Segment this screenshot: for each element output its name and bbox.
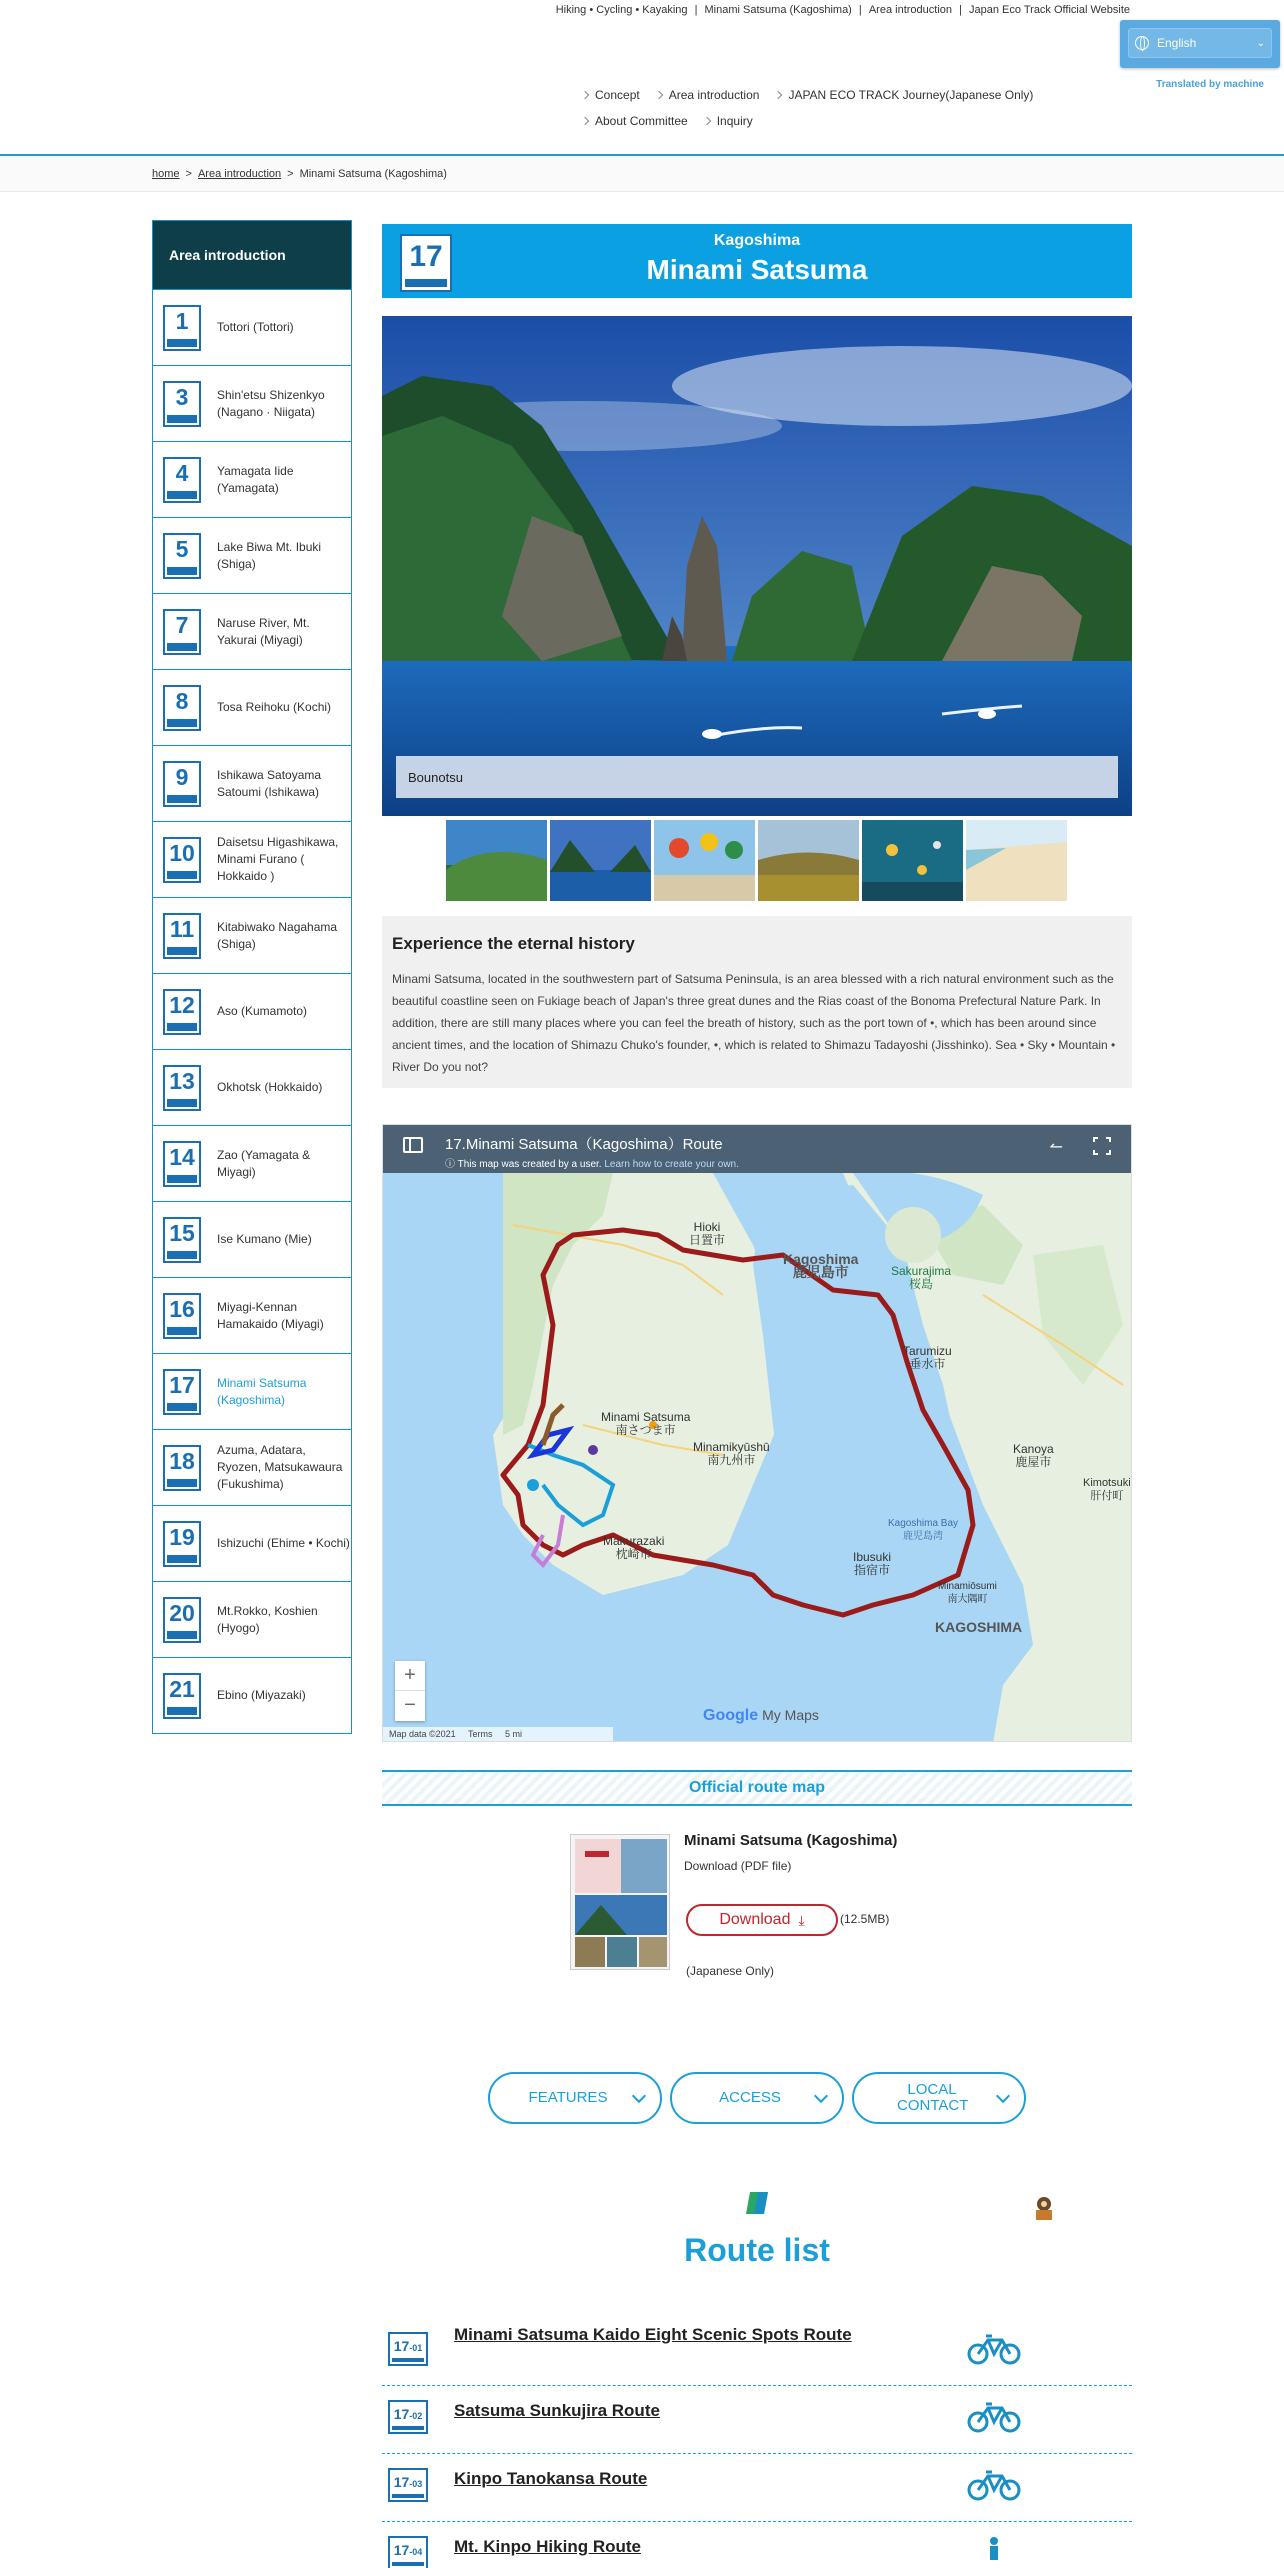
sidebar-item-15[interactable] (153, 1201, 351, 1277)
area-badge-number: 11 (169, 915, 195, 942)
download-button-label: Download (719, 1911, 791, 1928)
file-size: (12.5MB) (840, 1912, 890, 1926)
nav-concept[interactable]: Concept (582, 88, 640, 102)
sidebar-item-label: Minami Satsuma (Kagoshima) (217, 1375, 307, 1407)
label-kagoshima: Kagoshima 鹿児島市 (783, 1251, 859, 1280)
local-contact-button[interactable] (852, 2072, 1026, 2124)
area-badge-number: 8 (175, 687, 189, 714)
hero-caption: Bounotsu (396, 756, 1118, 798)
label-kagoshima-bay: Kagoshima Bay 鹿児島湾 (888, 1518, 959, 1542)
map-terms-link[interactable]: Terms (468, 1729, 493, 1739)
route-row (382, 2522, 1132, 2568)
features-label: FEATURES (528, 2089, 608, 2106)
route-number-badge (388, 2332, 428, 2366)
sidebar-item-5[interactable] (153, 517, 351, 593)
area-badge-number: 1 (175, 307, 189, 334)
sidebar-item-17[interactable] (153, 1353, 351, 1429)
pdf-title: Minami Satsuma (Kagoshima) (684, 1832, 898, 1849)
area-badge-number: 19 (169, 1523, 195, 1550)
pdf-download-text: Download (PDF file) (684, 1859, 792, 1873)
area-badge-number: 18 (169, 1447, 195, 1474)
topline-sep: | (694, 4, 698, 16)
sidebar-item-16[interactable] (153, 1277, 351, 1353)
my-maps-text: My Maps (762, 1707, 819, 1723)
area-badge-number: 16 (169, 1295, 195, 1322)
sidebar-item-label: Aso (Kumamoto) (217, 1004, 308, 1018)
chevron-down-icon (996, 2089, 1010, 2103)
sidebar-item-8[interactable] (153, 669, 351, 745)
language-select[interactable] (1128, 28, 1272, 58)
sidebar-item-label: Ise Kumano (Mie) (217, 1232, 312, 1246)
sidebar-item-12[interactable] (153, 973, 351, 1049)
area-badge-number: 7 (175, 611, 189, 638)
sidebar-item-11[interactable] (153, 897, 351, 973)
route-num: 17 (393, 2474, 410, 2490)
sidebar-item-1[interactable] (153, 289, 351, 365)
route-sub: -03 (409, 2479, 423, 2489)
route-num: 17 (393, 2542, 410, 2558)
route-number-badge (388, 2400, 428, 2434)
hiker-icon (966, 2536, 1022, 2568)
bicycle-icon (966, 2400, 1022, 2434)
area-badge (163, 457, 201, 503)
label-minamikyushu: Minamikyūshū 南九州市 (693, 1440, 770, 1467)
breadcrumb-home[interactable]: home (152, 168, 180, 180)
area-badge (163, 305, 201, 351)
route-list-title: Route list (684, 2232, 830, 2268)
main-nav (582, 88, 1033, 140)
info-icon: ⓘ (445, 1159, 458, 1170)
access-button[interactable] (670, 2072, 844, 2124)
bicycle-icon (966, 2468, 1022, 2502)
map-attribution (383, 1727, 613, 1741)
sidebar-item-label: Ishizuchi (Ehime • Kochi) (217, 1536, 350, 1550)
sidebar-item-14[interactable] (153, 1125, 351, 1201)
route-link[interactable]: Kinpo Tanokansa Route (454, 2469, 648, 2488)
thumbnail-1[interactable] (446, 820, 547, 901)
label-ibusuki: Ibusuki 指宿市 (853, 1550, 892, 1577)
breadcrumb-sep: > (287, 168, 294, 180)
sidebar-item-label: Shin'etsu Shizenkyo (Nagano · Niigata) (217, 387, 325, 419)
sidebar-item-label: Kitabiwako Nagahama (Shiga) (217, 919, 338, 951)
label-sakurajima: Sakurajima 桜島 (891, 1264, 952, 1291)
route-num: 17 (393, 2338, 410, 2354)
google-logo (703, 1707, 819, 1725)
route-link[interactable]: Minami Satsuma Kaido Eight Scenic Spots Route (454, 2325, 852, 2344)
route-row (382, 2454, 1132, 2522)
sidebar-item-label: Okhotsk (Hokkaido) (217, 1080, 323, 1094)
area-badge (163, 381, 201, 427)
area-badge-number: 20 (169, 1599, 195, 1626)
hero-photo (382, 316, 1132, 816)
area-badge-number: 9 (175, 763, 189, 790)
breadcrumb-sep: > (185, 168, 192, 180)
google-logo-text: Google (703, 1707, 759, 1724)
fullscreen-icon[interactable] (1093, 1137, 1111, 1155)
area-badge (163, 1445, 201, 1491)
area-badge (163, 685, 201, 731)
route-sub: -04 (409, 2547, 423, 2557)
area-badge-number: 3 (175, 383, 189, 410)
sidebar-item-21[interactable] (153, 1657, 351, 1733)
pdf-cover-art (571, 1835, 670, 1970)
japanese-only-note: (Japanese Only) (686, 1964, 775, 1978)
area-description (382, 916, 1132, 1088)
route-row (382, 2316, 1132, 2386)
route-sub: -02 (409, 2411, 423, 2421)
area-badge-number: 10 (169, 839, 195, 866)
nav-area-introduction[interactable]: Area introduction (656, 88, 760, 102)
map-title: 17.Minami Satsuma（Kagoshima）Route (445, 1136, 723, 1153)
breadcrumb (152, 168, 447, 180)
sidebar-item-20[interactable] (153, 1581, 351, 1657)
sidebar-item-label: Mt.Rokko, Koshien (Hyogo) (217, 1603, 318, 1635)
breadcrumb-bar (0, 156, 1284, 192)
area-badge (163, 1293, 201, 1339)
features-button[interactable] (488, 2072, 662, 2124)
thumbnail-4[interactable] (758, 820, 859, 901)
area-title-banner (382, 224, 1132, 298)
description-text: Minami Satsuma, located in the southwestern part of Satsuma Peninsula, is an area blessed with a rich natural environment such as the beautiful coastline seen on Fukiage beach of Japan's three great dunes and the Rias coast of the Bonoma Prefectural Nature Park. In addition, there are still many places where you can feel the breath of history, such as the port town of •, which has been around since ancient times, and the location of Shimazu Chuko's founder, •, which is related to Shimazu Tadayoshi (Jisshinko). Sea • Sky • Mountain • River Do you not? (392, 972, 1116, 1074)
label-minamiosumi: Minamiōsumi 南大隅町 (938, 1581, 997, 1605)
pdf-cover-image[interactable] (570, 1834, 670, 1970)
route-link[interactable]: Satsuma Sunkujira Route (454, 2401, 660, 2420)
mascot-icon (1026, 2194, 1062, 2224)
label-hioki: Hioki 日置市 (689, 1220, 726, 1247)
official-route-map-heading: Official route map (382, 1770, 1132, 1806)
sidebar-item-label: Zao (Yamagata & Miyagi) (217, 1147, 311, 1179)
breadcrumb-area[interactable]: Area introduction (197, 168, 282, 180)
share-icon[interactable]: ↼ (1049, 1139, 1063, 1156)
thumbnail-3[interactable] (654, 820, 755, 901)
area-badge-number: 14 (169, 1143, 195, 1170)
area-sidebar (152, 220, 352, 1734)
prefecture-name: Kagoshima (713, 232, 801, 249)
thumbnail-6[interactable] (966, 820, 1067, 901)
label-minami-satsuma: Minami Satsuma 南さつま市 (601, 1410, 691, 1437)
sidebar-item-18[interactable] (153, 1429, 351, 1505)
map-zoom-controls (395, 1661, 425, 1721)
sidebar-item-label: Daisetsu Higashikawa, Minami Furano ( Hokkaido ) (217, 835, 339, 883)
topline-link-area-intro[interactable]: Area introduction (868, 4, 953, 16)
green-flag-icon (744, 2190, 770, 2216)
topline-link-area-name[interactable]: Minami Satsuma (Kagoshima) (704, 4, 852, 16)
globe-icon (1135, 36, 1149, 50)
route-number-badge (388, 2536, 428, 2568)
map-notice-text: This map was created by a user. (457, 1159, 602, 1170)
nav-inquiry[interactable]: Inquiry (704, 114, 753, 128)
area-badge-number: 17 (169, 1371, 195, 1398)
route-sub: -01 (409, 2343, 423, 2353)
topline-sep: | (959, 4, 962, 16)
sidebar-item-label: Azuma, Adatara, Ryozen, Matsukawaura (Fukushima) (217, 1443, 343, 1491)
area-badge (163, 1521, 201, 1567)
topline-sep: | (858, 4, 862, 16)
area-badge (163, 1369, 201, 1415)
download-button[interactable] (686, 1904, 838, 1936)
map-scale: 5 mi (505, 1729, 523, 1739)
sidebar-item-9[interactable] (153, 745, 351, 821)
label-makurazaki: Makurazaki 枕崎市 (603, 1534, 665, 1561)
area-badge (163, 989, 201, 1035)
sidebar-item-label: Yamagata Iide (Yamagata) (217, 463, 294, 495)
area-number: 17 (409, 240, 443, 273)
top-links (554, 4, 1132, 16)
route-row (382, 2386, 1132, 2454)
area-badge (163, 837, 201, 883)
label-kanoya: Kanoya 鹿屋市 (1013, 1442, 1054, 1469)
chevron-down-icon (814, 2089, 828, 2103)
sidebar-item-label: Miyagi-Kennan Hamakaido (Miyagi) (217, 1299, 324, 1331)
map-learn-link[interactable]: Learn how to create your own. (604, 1159, 739, 1170)
language-selector-box (1120, 20, 1280, 68)
sidebar-item-13[interactable] (153, 1049, 351, 1125)
description-title: Experience the eternal history (392, 934, 635, 953)
sidebar-item-7[interactable] (153, 593, 351, 669)
sidebar-item-4[interactable] (153, 441, 351, 517)
area-badge (163, 1141, 201, 1187)
thumbnail-2[interactable] (550, 820, 651, 901)
breadcrumb-current: Minami Satsuma (Kagoshima) (299, 168, 447, 180)
topline-tagline: Hiking • Cycling • Kayaking (555, 4, 688, 16)
map-data-credit: Map data ©2021 (389, 1729, 456, 1739)
route-map[interactable] (382, 1124, 1132, 1742)
route-number-badge (388, 2468, 428, 2502)
area-badge (163, 533, 201, 579)
sidebar-item-10[interactable] (153, 821, 351, 897)
translated-by-machine[interactable]: Translated by machine (1156, 79, 1264, 90)
area-badge-number: 15 (169, 1219, 195, 1246)
pdf-info (684, 1832, 984, 1873)
sidebar-item-label: Naruse River, Mt. Yakurai (Miyagi) (217, 615, 310, 647)
sidebar-title: Area introduction (153, 221, 351, 289)
label-kimotsuki: Kimotsuki 肝付町 (1083, 1477, 1131, 1502)
area-badge-number: 12 (169, 991, 195, 1018)
area-badge (163, 1065, 201, 1111)
area-badge-number: 5 (175, 535, 189, 562)
route-num: 17 (393, 2406, 410, 2422)
area-badge-number: 4 (175, 459, 189, 486)
label-tarumizu: Tarumizu 垂水市 (903, 1344, 952, 1371)
sidebar-item-label: Lake Biwa Mt. Ibuki (Shiga) (217, 539, 322, 571)
map-header-bar (383, 1125, 1132, 1173)
map-place-labels (383, 1125, 1132, 1742)
area-badge (163, 1597, 201, 1643)
sidebar-item-label: Ishikawa Satoyama Satoumi (Ishikawa) (217, 767, 322, 799)
sidebar-item-19[interactable] (153, 1505, 351, 1581)
thumbnail-5[interactable] (862, 820, 963, 901)
sidebar-item-3[interactable] (153, 365, 351, 441)
download-icon: ⤓ (798, 1911, 805, 1928)
area-badge (163, 913, 201, 959)
area-badge (163, 761, 201, 807)
coastline-photo (382, 316, 1132, 816)
language-value: English (1157, 36, 1197, 50)
sidebar-item-label: Tottori (Tottori) (217, 320, 294, 334)
nav-about-committee[interactable]: About Committee (582, 114, 688, 128)
map-legend-toggle-icon[interactable] (403, 1137, 423, 1153)
zoom-out-button[interactable]: − (404, 1694, 416, 1716)
sidebar-item-label: Tosa Reihoku (Kochi) (217, 700, 332, 714)
chevron-down-icon: ⌄ (1256, 37, 1265, 49)
map-notice (445, 1155, 739, 1170)
topline-link-official-site[interactable]: Japan Eco Track Official Website (969, 4, 1130, 16)
photo-thumbnails (446, 820, 1067, 901)
area-badge (163, 1217, 201, 1263)
local-contact-label: LOCAL CONTACT (897, 2081, 969, 2114)
access-label: ACCESS (719, 2089, 781, 2106)
area-badge-number: 21 (169, 1675, 195, 1702)
area-badge (163, 1673, 201, 1719)
bicycle-icon (966, 2332, 1022, 2366)
chevron-down-icon (632, 2089, 646, 2103)
area-badge-number: 13 (169, 1067, 195, 1094)
zoom-in-button[interactable]: + (395, 1661, 425, 1691)
route-link[interactable]: Mt. Kinpo Hiking Route (454, 2537, 641, 2556)
area-badge (163, 609, 201, 655)
sidebar-item-label: Ebino (Miyazaki) (217, 1688, 306, 1702)
label-pref: KAGOSHIMA (935, 1619, 1023, 1635)
area-name: Minami Satsuma (646, 254, 868, 285)
nav-journey[interactable]: JAPAN ECO TRACK Journey(Japanese Only) (775, 88, 1033, 102)
